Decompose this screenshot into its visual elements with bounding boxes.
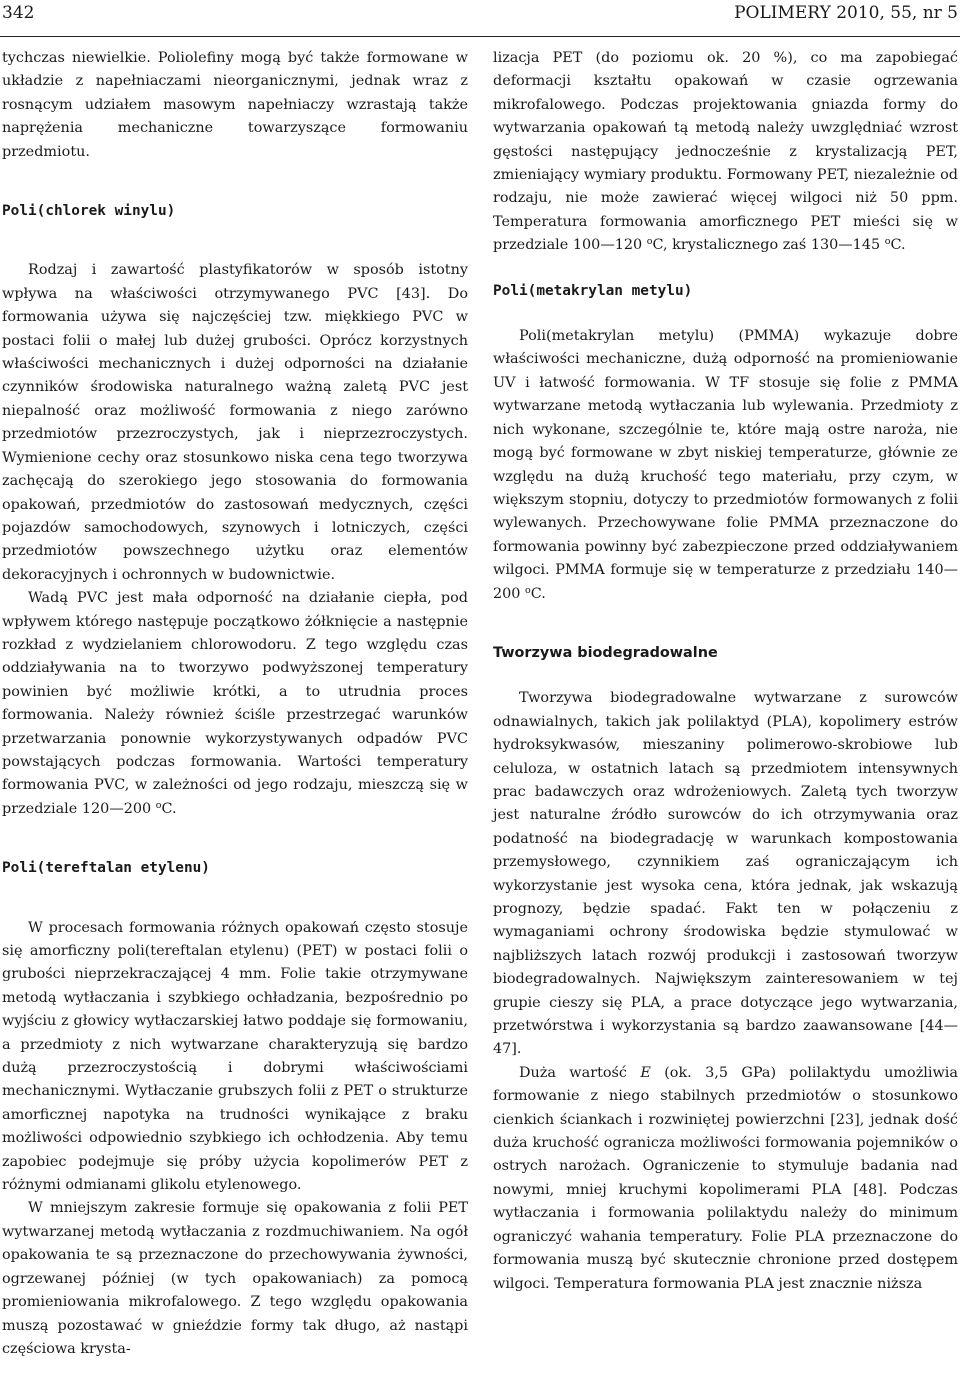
running-header bbox=[0, 0, 960, 37]
section-heading-biodegradable: Tworzywa biodegradowalne bbox=[493, 644, 718, 661]
paragraph: W mniejszym zakresie formuje się opakowania z folii PET wytwarzanej metodą wytłaczania z rozdmuchiwaniem. Na ogół opakowania te są przeznaczone do przechowywania żywności, ogrzewanej później (w tych opakowaniach) za pomocą promieniowania mikrofalowego. Z tego względu opakowania muszą pozostawać w gnieździe formy tak długo, aż nastąpi częściowa krysta- bbox=[2, 1200, 468, 1357]
section-heading-pvc: Poli(chlorek winylu) bbox=[2, 203, 176, 220]
paragraph: Tworzywa biodegradowalne wytwarzane z surowców odnawialnych, takich jak polilaktyd (PLA), kopolimery estrów hydroksykwasów, mieszaniny polimerowo-skrobiowe lub celuloza, w ostatnich latach są przedmiotem intensywnych prac badawczych oraz wdrożeniowych. Zaletą tych tworzyw jest naturalne źródło surowców do ich otrzymywania oraz podatność na biodegradację w warunkach kompostowania przemysłowego, czynnikiem zaś ograniczającym ich wykorzystanie jest wysoka cena, która jednak, jak wskazują prognozy, będzie spadać. Fakt ten w połączeniu z wymaganiami ochrony środowiska będzie stymulować w najbliższych latach rozwój produkcji i zastosowań tworzyw biodegradowalnych. Największym zainteresowaniem w tej grupie cieszy się PLA, a prace dotyczące jego wytwarzania, przetwórstwa i wykorzystania są bardzo zaawansowane [44—47]. bbox=[493, 690, 958, 1058]
section-heading-pet: Poli(tereftalan etylenu) bbox=[2, 860, 210, 877]
paragraph: Wadą PVC jest mała odporność na działanie ciepła, pod wpływem którego następuje początkowo żółknięcie a następnie rozkład z wydzielaniem chlorowodoru. Z tego względu czas oddziaływania na to tworzywo podwyższonej temperatury powinien być możliwie krótki, a to utrudnia proces formowania. Należy również ściśle przestrzegać warunków przetwarzania ponownie wykorzystywanych odpadów PVC powstających podczas formowania. Wartości temperatury formowania PVC, w zależności od jego rodzaju, mieszczą się w przedziale 120—200 $^o$C. bbox=[2, 590, 468, 817]
left-column bbox=[2, 47, 468, 1361]
paragraph: Poli(metakrylan metylu) (PMMA) wykazuje dobre właściwości mechaniczne, dużą odporność na promieniowanie UV i łatwość formowania. W TF stosuje się folie z PMMA wytwarzane metodą wytłaczania lub wylewania. Przedmioty z nich wykonane, szczególnie te, które mają ostre naroża, nie mogą być formowane w zbyt niskiej temperaturze, głównie ze względu na dużą kruchość tego materiału, przy czym, w większym stopniu, dotyczy to przedmiotów formowanych z folii wylewanych. Przechowywane folie PMMA przeznaczone do formowania powinny być zabezpieczone przed oddziaływaniem wilgoci. PMMA formuje się w temperaturze z przedziału 140—200 $^o$C. bbox=[493, 328, 958, 602]
section-heading-pmma: Poli(metakrylan metylu) bbox=[493, 282, 693, 299]
paragraph: lizacja PET (do poziomu ok. 20 %), co ma zapobiegać deformacji kształtu opakowań w czasie ogrzewania mikrofalowego. Podczas projektowania gniazda formy do wytwarzania opakowań tą metodą należy uwzględniać wzrost gęstości następujący jednocześnie z krystalizacją PET, zmieniający wymiary produktu. Formowany PET, niezależnie od rodzaju, nie może zawierać więcej wilgoci niż 50 ppm. Temperatura formowania amorficznego PET mieści się w przedziale 100—120 $^o$C, krystalicznego zaś 130—145 $^o$C. bbox=[493, 50, 958, 254]
journal-reference: POLIMERY 2010, 55, nr 5 bbox=[734, 3, 958, 23]
paragraph: W procesach formowania różnych opakowań często stosuje się amorficzny poli(tereftalan etylenu) (PET) w postaci folii o grubości nieprzekraczającej 4 mm. Folie takie otrzymywane metodą wytłaczania i szybkiego ochładzania, bezpośrednio po wyjściu z głowicy wytłaczarskiej łatwo poddaje się formowaniu, a przedmioty z nich wytwarzane charakteryzują się bardzo dużą przezroczystością i dobrymi właściwościami mechanicznymi. Wytłaczanie grubszych folii z PET o strukturze amorficznej napotyka na trudności wynikające z braku możliwości odpowiednio szybkiego ich ochłodzenia. Aby temu zapobiec podejmuje się próby użycia kopolimerów PET z różnymi odmianami glikolu etylenowego. bbox=[2, 919, 468, 1194]
paragraph: Duża wartość E (ok. 3,5 GPa) polilaktydu umożliwia formowanie z niego stabilnych przedmiotów o stosunkowo cienkich ściankach i rozwiniętej powierzchni [23], jednak dość duża kruchość ogranicza możliwości formowania pojemników o ostrych narożach. Ograniczenie to stymuluje badania nad nowymi, mniej kruchymi kopolimerami PLA [48]. Podczas wytłaczania i formowania polilaktydu należy do minimum ograniczyć wahania temperatury. Folie PLA przeznaczone do formowania muszą być skutecznie chronione przed dostępem wilgoci. Temperatura formowania PLA jest znacznie niższa bbox=[493, 1064, 958, 1292]
paragraph: Rodzaj i zawartość plastyfikatorów w sposób istotny wpływa na właściwości otrzymywanego PVC [43]. Do formowania używa się najczęściej tzw. miękkiego PVC w postaci folii o małej lub dużej grubości. Oprócz korzystnych właściwości mechanicznych i dużej odporności na działanie czynników środowiska naturalnego ważną zaletą PVC jest niepalność oraz możliwość formowania z niego zarówno przedmiotów przezroczystych, jak i nieprzezroczystych. Wymienione cechy oraz stosunkowo niska cena tego tworzywa zachęcają do szerokiego jego stosowania do formowania opakowań, przedmiotów do zastosowań medycznych, części pojazdów samochodowych, szynowych i lotniczych, części przedmiotów powszechnego użytku oraz elementów dekoracyjnych i ochronnych w budownictwie. bbox=[2, 262, 468, 583]
right-column bbox=[493, 47, 958, 1296]
page-number: 342 bbox=[2, 3, 35, 23]
paragraph: tychczas niewielkie. Poliolefiny mogą być także formowane w układzie z napełniaczami nieorganicznymi, jednak wraz z rosnącym udziałem masowym napełniaczy wzrastają także naprężenia mechaniczne towarzyszące formowaniu przedmiotu. bbox=[2, 50, 468, 160]
